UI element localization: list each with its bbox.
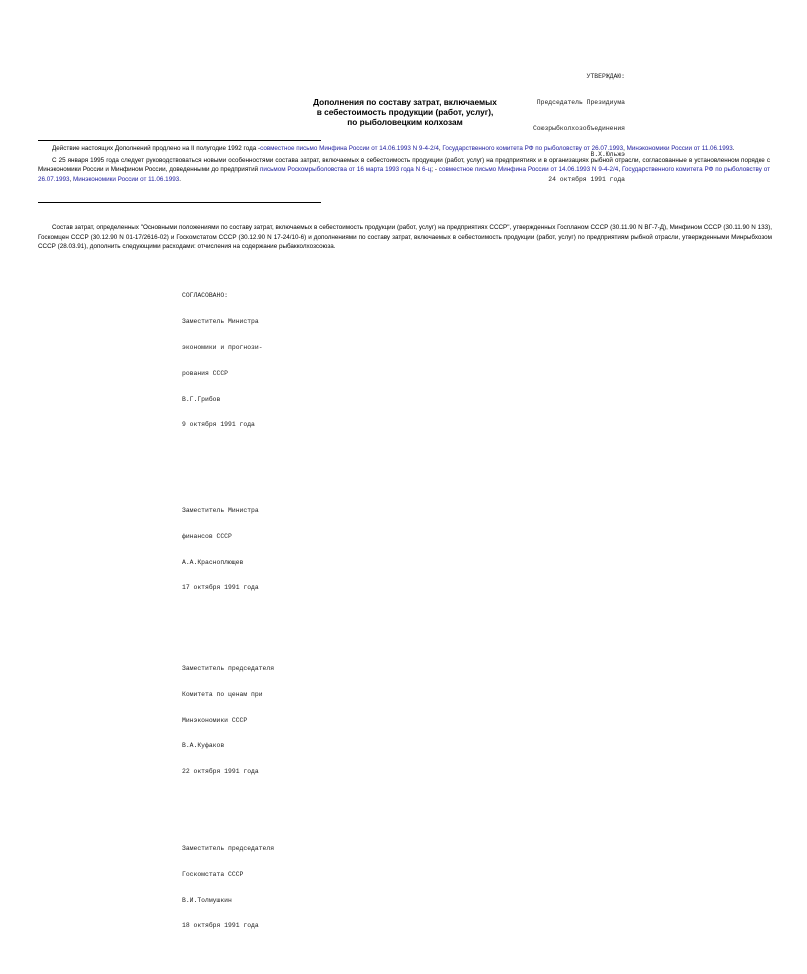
signature-line: 9 октября 1991 года — [182, 421, 255, 429]
signature-line: Комитета по ценам при — [182, 690, 263, 698]
title-line: по рыболовецким колхозам — [347, 117, 463, 127]
signature-line: 22 октября 1991 года — [182, 768, 259, 776]
body-paragraph: Состав затрат, определенных "Основными положениями по составу затрат, включаемых в себестоимость продукции (работ, услуг) на предприятиях СССР", утвержденных Госпланом СССР (30.11.90 N ВГ-7-Д), Минфином СССР (30.11.90 N 133), Госкомцен СССР (30.12.90 N 01-17/2616-02) и Госкомстатом СССР (30.12.90 N 17-24/10-6) и дополнениями по составу затрат, включаемых в себестоимость продукции (работ, услуг) по предприятиям рыбной отрасли, утвержденными Минрыбхозом СССР (28.03.91), дополнить следующими расходами: отчисления на содержание рыбакколхозсоюза. — [38, 224, 772, 251]
signature-line: Заместитель Министра — [182, 507, 259, 515]
signature-line: СОГЛАСОВАНО: — [182, 292, 229, 300]
agreed-signatures — [182, 258, 302, 974]
note-text: С 25 января 1995 года следует руководствоваться новыми особенностями состава затрат, включаемых в себестоимость продукции (работ, услуг) на предприятиях и в организациях рыбной отрасли, согласованные в установленном порядке с Минэкономики России и Минфином России, доведенными до предприятий — [38, 156, 770, 174]
note-separator: ; - — [431, 166, 439, 174]
signature-line: Заместитель председателя — [182, 845, 275, 852]
note-link[interactable]: совместное письмо Минфина России от 14.06.1993 N 9-4-2/4 — [260, 145, 439, 152]
document-body — [38, 223, 772, 252]
signature-block — [182, 490, 302, 610]
signature-line: 17 октября 1991 года — [182, 584, 259, 592]
approval-line: 24 октября 1991 года — [548, 176, 625, 184]
note-link[interactable]: Государственного комитета РФ по рыболовству от 26.07.1993 — [442, 145, 624, 152]
note-paragraph — [38, 144, 770, 154]
note-separator: , — [618, 166, 622, 174]
document-title — [255, 97, 555, 127]
note-text: Действие настоящих Дополнений продлено на II полугодие 1992 года - — [52, 145, 261, 152]
signature-line: В.Г.Грибов — [182, 395, 221, 403]
note-end: . — [179, 175, 181, 183]
title-line: в себестоимость продукции (работ, услуг), — [316, 107, 494, 117]
signature-line: 18 октября 1991 года — [182, 922, 259, 930]
approval-line: Председатель Президиума — [536, 98, 625, 106]
note-separator: , — [69, 175, 74, 183]
note-link[interactable]: Государственного комитета РФ по рыболовству от 26.07.1993 — [38, 166, 771, 183]
signature-block — [182, 275, 302, 447]
signature-line: Заместитель председателя — [182, 665, 275, 673]
signature-line: рования СССР — [182, 369, 229, 377]
note-link[interactable]: Минэкономики России от 11.06.1993 — [626, 145, 733, 152]
note-separator: , — [438, 145, 443, 152]
signature-line: В.А.Куфаков — [182, 742, 225, 750]
signature-block — [182, 828, 302, 948]
approval-line: В.Х.Юльжэ — [590, 150, 625, 158]
signature-line: Заместитель Министра — [182, 318, 259, 326]
signature-line: Минэкономики СССР — [182, 716, 248, 724]
signature-block — [182, 648, 302, 794]
notes-bottom-rule — [38, 202, 321, 203]
note-link[interactable]: Минэкономики России от 11.06.1993 — [73, 175, 180, 183]
signature-line: Госкомстата СССР — [182, 870, 244, 878]
approval-line: УТВЕРЖДАЮ: — [586, 73, 625, 81]
note-link[interactable]: совместное письмо Минфина России от 14.06.1993 N 9-4-2/4 — [438, 166, 619, 174]
signature-line: В.И.Толмушкин — [182, 896, 232, 904]
title-line: Дополнения по составу затрат, включаемых — [313, 97, 497, 107]
notes-top-rule — [38, 140, 321, 141]
signature-line: экономики и прогнози- — [182, 343, 263, 351]
signature-line: А.А.Красноплющев — [182, 558, 244, 566]
approval-line: Союзрыбколхозобъединения — [532, 124, 625, 132]
signature-line: финансов СССР — [182, 532, 232, 540]
note-paragraph — [38, 156, 770, 185]
note-end: . — [732, 145, 735, 152]
editorial-notes — [38, 144, 770, 186]
note-separator: , — [623, 145, 627, 152]
note-link[interactable]: письмом Роскомрыболовства от 16 марта 1993 года N 6-ц — [260, 166, 432, 174]
